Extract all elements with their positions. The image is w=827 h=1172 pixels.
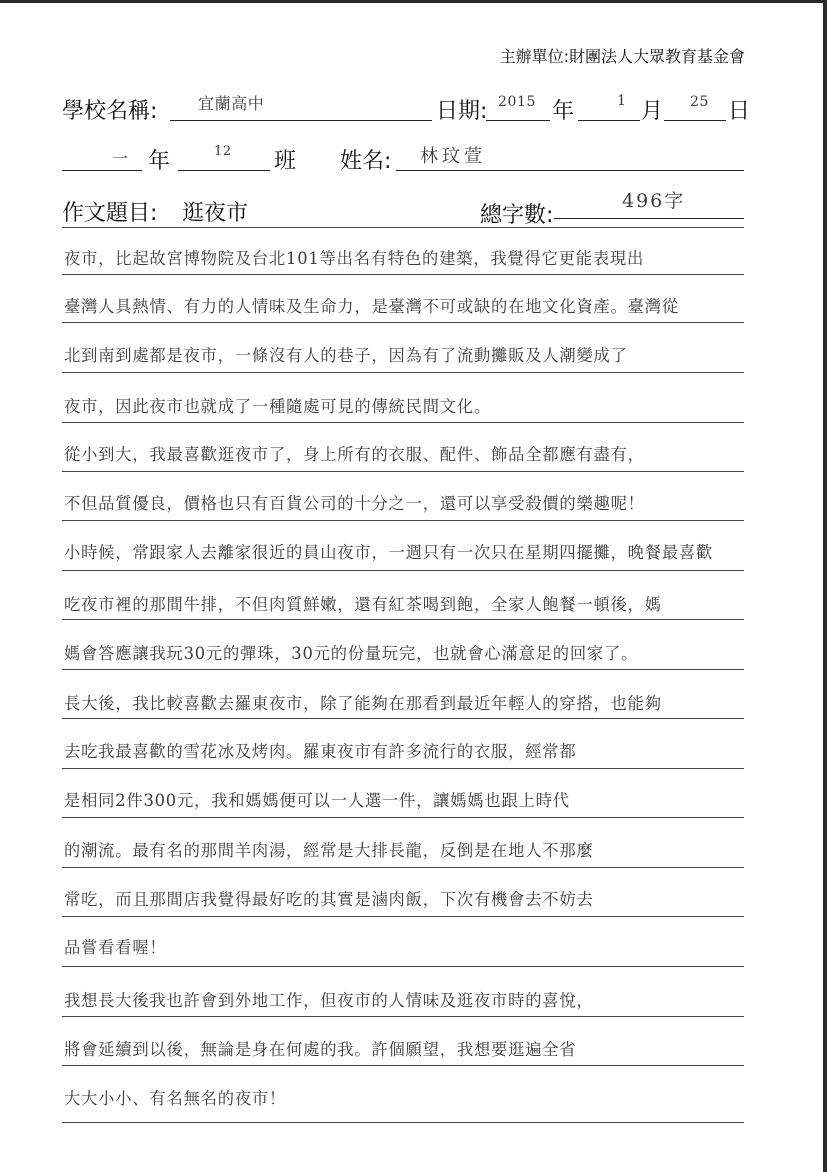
class-label: 班 <box>274 149 297 174</box>
month-label: 月 <box>641 99 664 124</box>
ruled-line <box>62 867 744 868</box>
essay-line: 常吃，而且那間店我覺得最好吃的其實是滷肉飯，下次有機會去不妨去 <box>64 890 594 909</box>
essay-line: 北到南到處都是夜市，一條沒有人的巷子，因為有了流動攤販及人潮變成了 <box>64 346 628 365</box>
essay-line: 小時候，常跟家人去離家很近的員山夜市，一週只有一次只在星期四擺攤，晚餐最喜歡 <box>64 543 714 562</box>
ruled-line <box>62 422 744 423</box>
day-value: 25 <box>690 94 710 110</box>
name-value: 林玟萱 <box>420 146 486 167</box>
day-label: 日 <box>728 99 751 124</box>
essay-line: 我想長大後我也許會到外地工作，但夜市的人情味及逛夜市時的喜悅， <box>64 991 594 1010</box>
scan-edge-top <box>0 0 827 3</box>
ruled-line <box>62 768 744 769</box>
grade-label: 年 <box>148 149 171 174</box>
year-underline <box>486 120 550 121</box>
essay-line: 從小到大，我最喜歡逛夜市了，身上所有的衣服、配件、飾品全都應有盡有， <box>64 445 645 464</box>
essay-line: 夜市，比起故宮博物院及台北101等出名有特色的建築，我覺得它更能表現出 <box>64 249 645 268</box>
date-label: 日期: <box>436 99 488 124</box>
essay-line: 將會延續到以後，無論是身在何處的我。許個願望，我想要逛遍全省 <box>64 1040 577 1059</box>
count-underline <box>554 218 744 219</box>
day-underline <box>664 120 726 121</box>
name-label: 姓名: <box>340 149 392 174</box>
essay-line: 品嘗看看喔！ <box>64 938 167 957</box>
essay-line: 臺灣人具熱情、有力的人情味及生命力，是臺灣不可或缺的在地文化資產。臺灣從 <box>64 297 679 316</box>
ruled-line <box>62 227 744 228</box>
essay-line: 媽會答應讓我玩30元的彈珠，30元的份量玩完，也就會心滿意足的回家了。 <box>64 644 639 663</box>
school-value: 宜蘭高中 <box>198 94 265 113</box>
ruled-line <box>62 1016 744 1017</box>
grade-underline <box>62 170 142 171</box>
year-label: 年 <box>552 99 575 124</box>
ruled-line <box>62 322 744 323</box>
ruled-line <box>62 619 744 620</box>
ruled-line <box>62 1122 744 1123</box>
organizer-text: 主辦單位:財團法人大眾教育基金會 <box>499 47 745 66</box>
ruled-line <box>62 718 744 719</box>
ruled-line <box>62 520 744 521</box>
essay-line: 長大後，我比較喜歡去羅東夜市，除了能夠在那看到最近年輕人的穿搭，也能夠 <box>64 694 662 713</box>
title-label: 作文題目: <box>62 201 158 226</box>
ruled-line <box>62 966 744 967</box>
ruled-line <box>62 274 744 275</box>
ruled-line <box>62 916 744 917</box>
month-value: 1 <box>617 93 627 109</box>
ruled-line <box>62 372 744 373</box>
ruled-line <box>62 570 744 571</box>
name-underline <box>396 170 744 171</box>
year-value: 2015 <box>498 94 537 110</box>
title-value: 逛夜市 <box>182 201 249 226</box>
essay-line: 大大小小、有名無名的夜市！ <box>64 1089 287 1108</box>
class-value: 12 <box>214 144 232 159</box>
essay-line: 的潮流。最有名的那間羊肉湯，經常是大排長龍，反倒是在地人不那麼 <box>64 841 594 860</box>
essay-line: 是相同2件300元，我和媽媽便可以一人選一件，讓媽媽也跟上時代 <box>64 791 570 810</box>
essay-line: 不但品質優良，價格也只有百貨公司的十分之一，還可以享受殺價的樂趣呢！ <box>64 494 645 513</box>
ruled-line <box>62 669 744 670</box>
school-label: 學校名稱: <box>62 99 158 124</box>
count-label: 總字數: <box>480 203 554 228</box>
school-underline <box>170 120 432 121</box>
count-value: 496字 <box>622 190 686 212</box>
essay-line: 去吃我最喜歡的雪花冰及烤肉。羅東夜市有許多流行的衣服，經常都 <box>64 742 577 761</box>
ruled-line <box>62 1065 744 1066</box>
grade-value: 一 <box>112 149 129 168</box>
month-underline <box>578 120 640 121</box>
class-underline <box>178 170 270 171</box>
ruled-line <box>62 471 744 472</box>
essay-line: 夜市，因此夜市也就成了一種隨處可見的傳統民間文化。 <box>64 397 492 416</box>
essay-line: 吃夜市裡的那間牛排，不但肉質鮮嫩，還有紅茶喝到飽，全家人飽餐一頓後，媽 <box>64 595 662 614</box>
ruled-line <box>62 817 744 818</box>
scan-edge-right <box>823 0 827 1172</box>
